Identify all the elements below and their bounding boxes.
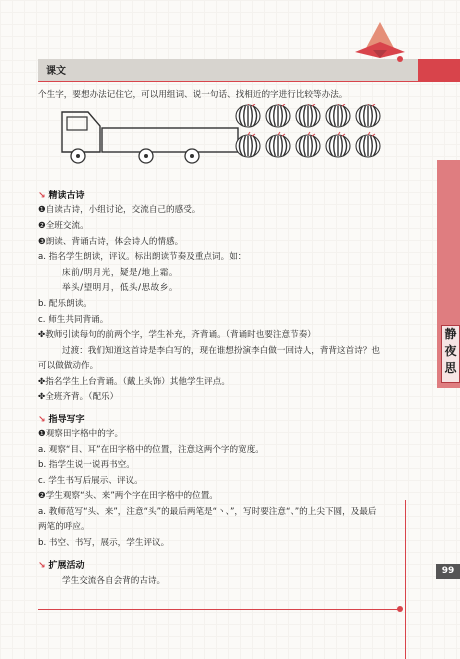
side-title: 静 夜 思 bbox=[441, 325, 460, 383]
poem-line: 举头/望明月，低头/思故乡。 bbox=[62, 283, 178, 293]
watermelon-icon bbox=[326, 132, 350, 157]
section-title-1: ↘ 精读古诗 bbox=[38, 191, 85, 201]
logo-icon bbox=[345, 20, 415, 60]
header-dot bbox=[397, 56, 403, 62]
line: a. 指名学生朗读，评议。标出朗读节奏及重点词。如： bbox=[38, 252, 247, 262]
line: 过渡：我们知道这首诗是李白写的，现在谁想扮演李白做一回诗人，背背这首诗？也 bbox=[62, 346, 380, 356]
truck-illustration bbox=[58, 104, 398, 166]
line: ✤指名学生上台背诵。（戴上头饰）其他学生评点。 bbox=[38, 377, 230, 387]
footer-rule bbox=[38, 609, 398, 610]
watermelon-icon bbox=[296, 104, 320, 127]
watermelon-icon bbox=[236, 104, 260, 127]
line: 两笔的呼应。 bbox=[38, 522, 90, 532]
watermelon-icon bbox=[326, 104, 350, 127]
line: ❸朗读、背诵古诗，体会诗人的情感。 bbox=[38, 237, 184, 247]
footer-vertical-rule bbox=[405, 500, 406, 659]
footer-dot bbox=[397, 606, 403, 612]
section-title-2: ↘ 指导写字 bbox=[38, 415, 85, 425]
section-header-label: 课文 bbox=[46, 66, 66, 77]
watermelon-icon bbox=[296, 132, 320, 157]
section-title-3: ↘ 扩展活动 bbox=[38, 561, 85, 571]
watermelon-icon bbox=[266, 104, 290, 127]
line: ❷学生观察“头、来”两个字在田字格中的位置。 bbox=[38, 491, 218, 501]
line: b. 书空、书写，展示，学生评议。 bbox=[38, 538, 170, 548]
line: a. 教师范写“头、来”，注意“头”的最后两笔是“丶、”，写时要注意“、”的上尖下圆，及最后 bbox=[38, 507, 377, 517]
header-accent bbox=[418, 59, 460, 81]
watermelon-icon bbox=[266, 132, 290, 157]
line: ❶观察田字格中的字。 bbox=[38, 429, 124, 439]
line: b. 指学生说一说再书空。 bbox=[38, 460, 135, 470]
watermelon-icon bbox=[356, 104, 380, 127]
intro-text: 个生字，要想办法记住它，可以用组词、说一句话、找相近的字进行比较等办法。 bbox=[38, 90, 348, 100]
line: c. 师生共同背诵。 bbox=[38, 315, 109, 325]
header-rule bbox=[38, 81, 460, 82]
line: a. 观察“目、耳”在田字格中的位置，注意这两个字的宽度。 bbox=[38, 445, 264, 455]
watermelon-icon bbox=[356, 132, 380, 157]
line: ❶自读古诗，小组讨论，交流自己的感受。 bbox=[38, 205, 201, 215]
line: 可以做做动作。 bbox=[38, 361, 99, 371]
section-header-bar bbox=[38, 59, 418, 81]
line: ❷全班交流。 bbox=[38, 221, 89, 231]
page-number: 99 bbox=[436, 564, 460, 579]
line: 学生交流各自会背的古诗。 bbox=[62, 576, 166, 586]
line: ✤教师引读每句的前两个字，学生补充，齐背诵。（背诵时也要注意节奏） bbox=[38, 330, 316, 340]
watermelon-icon bbox=[236, 132, 260, 157]
poem-line: 床前/明月光，疑是/地上霜。 bbox=[62, 268, 178, 278]
line: c. 学生书写后展示、评议。 bbox=[38, 476, 143, 486]
line: ✤全班齐背。（配乐） bbox=[38, 392, 119, 402]
line: b. 配乐朗读。 bbox=[38, 299, 92, 309]
